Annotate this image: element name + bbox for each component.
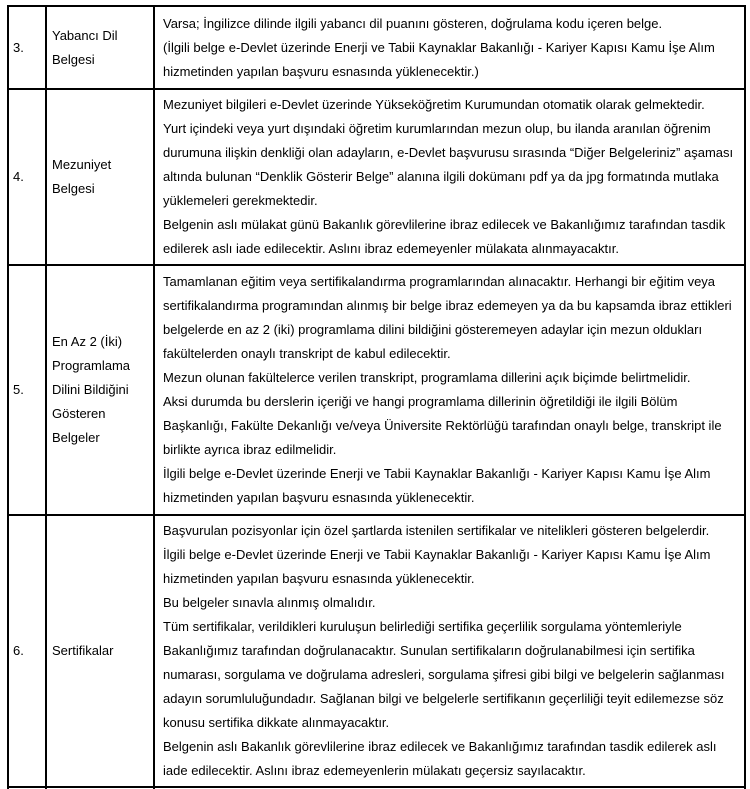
description-paragraph: Tamamlanan eğitim veya sertifikalandırma programlarından alınacaktır. Herhangi bir eğitim veya sertifikalandırma programından alınmış bir belge ibraz edemeyen ya da bu kapsamda ibraz ettikleri belgelerde en az 2 (iki) programlama dilini bildiğini gösteremeyen adaylar için mezun oldukları fakültelerden onaylı transkript de kabul edilecektir.	[163, 274, 732, 361]
row-number-cell	[8, 6, 46, 89]
description-paragraph: Bu belgeler sınavla alınmış olmalıdır.	[163, 595, 376, 610]
row-number-cell	[8, 265, 46, 515]
document-name: Yabancı Dil Belgesi	[52, 27, 118, 67]
row-number-cell	[8, 89, 46, 265]
document-name: Mezuniyet Belgesi	[52, 157, 112, 196]
description-paragraph: Varsa; İngilizce dilinde ilgili yabancı dil puanını gösteren, doğrulama kodu içeren belge.	[163, 15, 663, 31]
row-number: 5.	[13, 382, 24, 397]
description-paragraph: Mezuniyet bilgileri e-Devlet üzerinde Yükseköğretim Kurumundan otomatik olarak gelmektedir.	[163, 97, 705, 112]
document-name-cell	[46, 265, 154, 515]
document-name: Sertifikalar	[52, 643, 114, 658]
description-paragraph: Belgenin aslı Bakanlık görevlilerine ibraz edilecek ve Bakanlığımız tarafından tasdik edilerek aslı iade edilecektir. Aslını ibraz edemeyenlerin mülakatı geçersiz sayılacaktır.	[163, 739, 717, 778]
row-number: 4.	[13, 169, 24, 184]
description-cell	[154, 265, 745, 515]
description-cell	[154, 515, 745, 787]
description-paragraph: İlgili belge e-Devlet üzerinde Enerji ve Tabii Kaynaklar Bakanlığı - Kariyer Kapısı Kamu İşe Alım hizmetinden yapılan başvuru esnasında yüklenecektir.	[163, 547, 711, 586]
description-paragraph: Yurt içindeki veya yurt dışındaki öğretim kurumlarından mezun olup, bu ilanda aranılan öğrenim durumuna ilişkin denkliği olan adayların, e-Devlet başvurusu sırasında “Diğer Belgeleriniz” aşaması altında bulunan “Denklik Gösterir Belge” alanına ilgili dokümanı pdf ya da jpg formatında mutlaka yüklemeleri gerekmektedir.	[163, 121, 734, 208]
row-number: 3.	[13, 39, 24, 55]
description-paragraph: Tüm sertifikalar, verildikleri kuruluşun belirlediği sertifika geçerlilik sorgulama yöntemleriyle Bakanlığımız tarafından doğrulanacaktır. Sunulan sertifikaların doğrulanabilmesi için sertifika numarası, sorgulama ve doğrulama adresleri, sorgulama şifresi gibi bilgi ve belgelerin sağlanması adayın sorumluluğundadır. Sağlanan bilgi ve belgelerle sertifikanın geçerliliği teyit edilemezse söz konusu sertifika dikkate alınmayacaktır.	[163, 619, 725, 730]
description-cell	[154, 89, 745, 265]
row-number: 6.	[13, 643, 24, 658]
description-cell	[154, 6, 745, 89]
description-paragraph: Belgenin aslı mülakat günü Bakanlık görevlilerine ibraz edilecek ve Bakanlığımız tarafından tasdik edilerek aslı iade edilecektir. Aslını ibraz edemeyenler mülakata alınmayacaktır.	[163, 217, 726, 256]
document-name-cell	[46, 515, 154, 787]
table-row	[8, 89, 745, 265]
description-paragraph: Aksi durumda bu derslerin içeriği ve hangi programlama dillerinin öğretildiği ile ilgili Bölüm Başkanlığı, Fakülte Dekanlığı ve/veya Üniversite Rektörlüğü tarafından onaylı belge, transkript ile birlikte ayrıca ibraz edilmelidir.	[163, 394, 722, 457]
table-row	[8, 265, 745, 515]
row-number-cell	[8, 515, 46, 787]
document-name-cell	[46, 89, 154, 265]
description-paragraph: Başvurulan pozisyonlar için özel şartlarda istenilen sertifikalar ve nitelikleri gösteren belgelerdir.	[163, 523, 710, 538]
description-paragraph: (İlgili belge e-Devlet üzerinde Enerji ve Tabii Kaynaklar Bakanlığı - Kariyer Kapısı Kamu İşe Alım hizmetinden yapılan başvuru esnasında yüklenecektir.)	[163, 39, 715, 79]
document-name: En Az 2 (İki) Programlama Dilini Bildiğini Gösteren Belgeler	[52, 334, 131, 445]
table-row	[8, 515, 745, 787]
description-paragraph: Mezun olunan fakültelerce verilen transkript, programlama dillerini açık biçimde belirtmelidir.	[163, 370, 691, 385]
table-row	[8, 6, 745, 89]
description-paragraph: İlgili belge e-Devlet üzerinde Enerji ve Tabii Kaynaklar Bakanlığı - Kariyer Kapısı Kamu İşe Alım hizmetinden yapılan başvuru esnasında yüklenecektir.	[163, 466, 711, 505]
document-name-cell	[46, 6, 154, 89]
required-documents-table	[7, 5, 746, 789]
